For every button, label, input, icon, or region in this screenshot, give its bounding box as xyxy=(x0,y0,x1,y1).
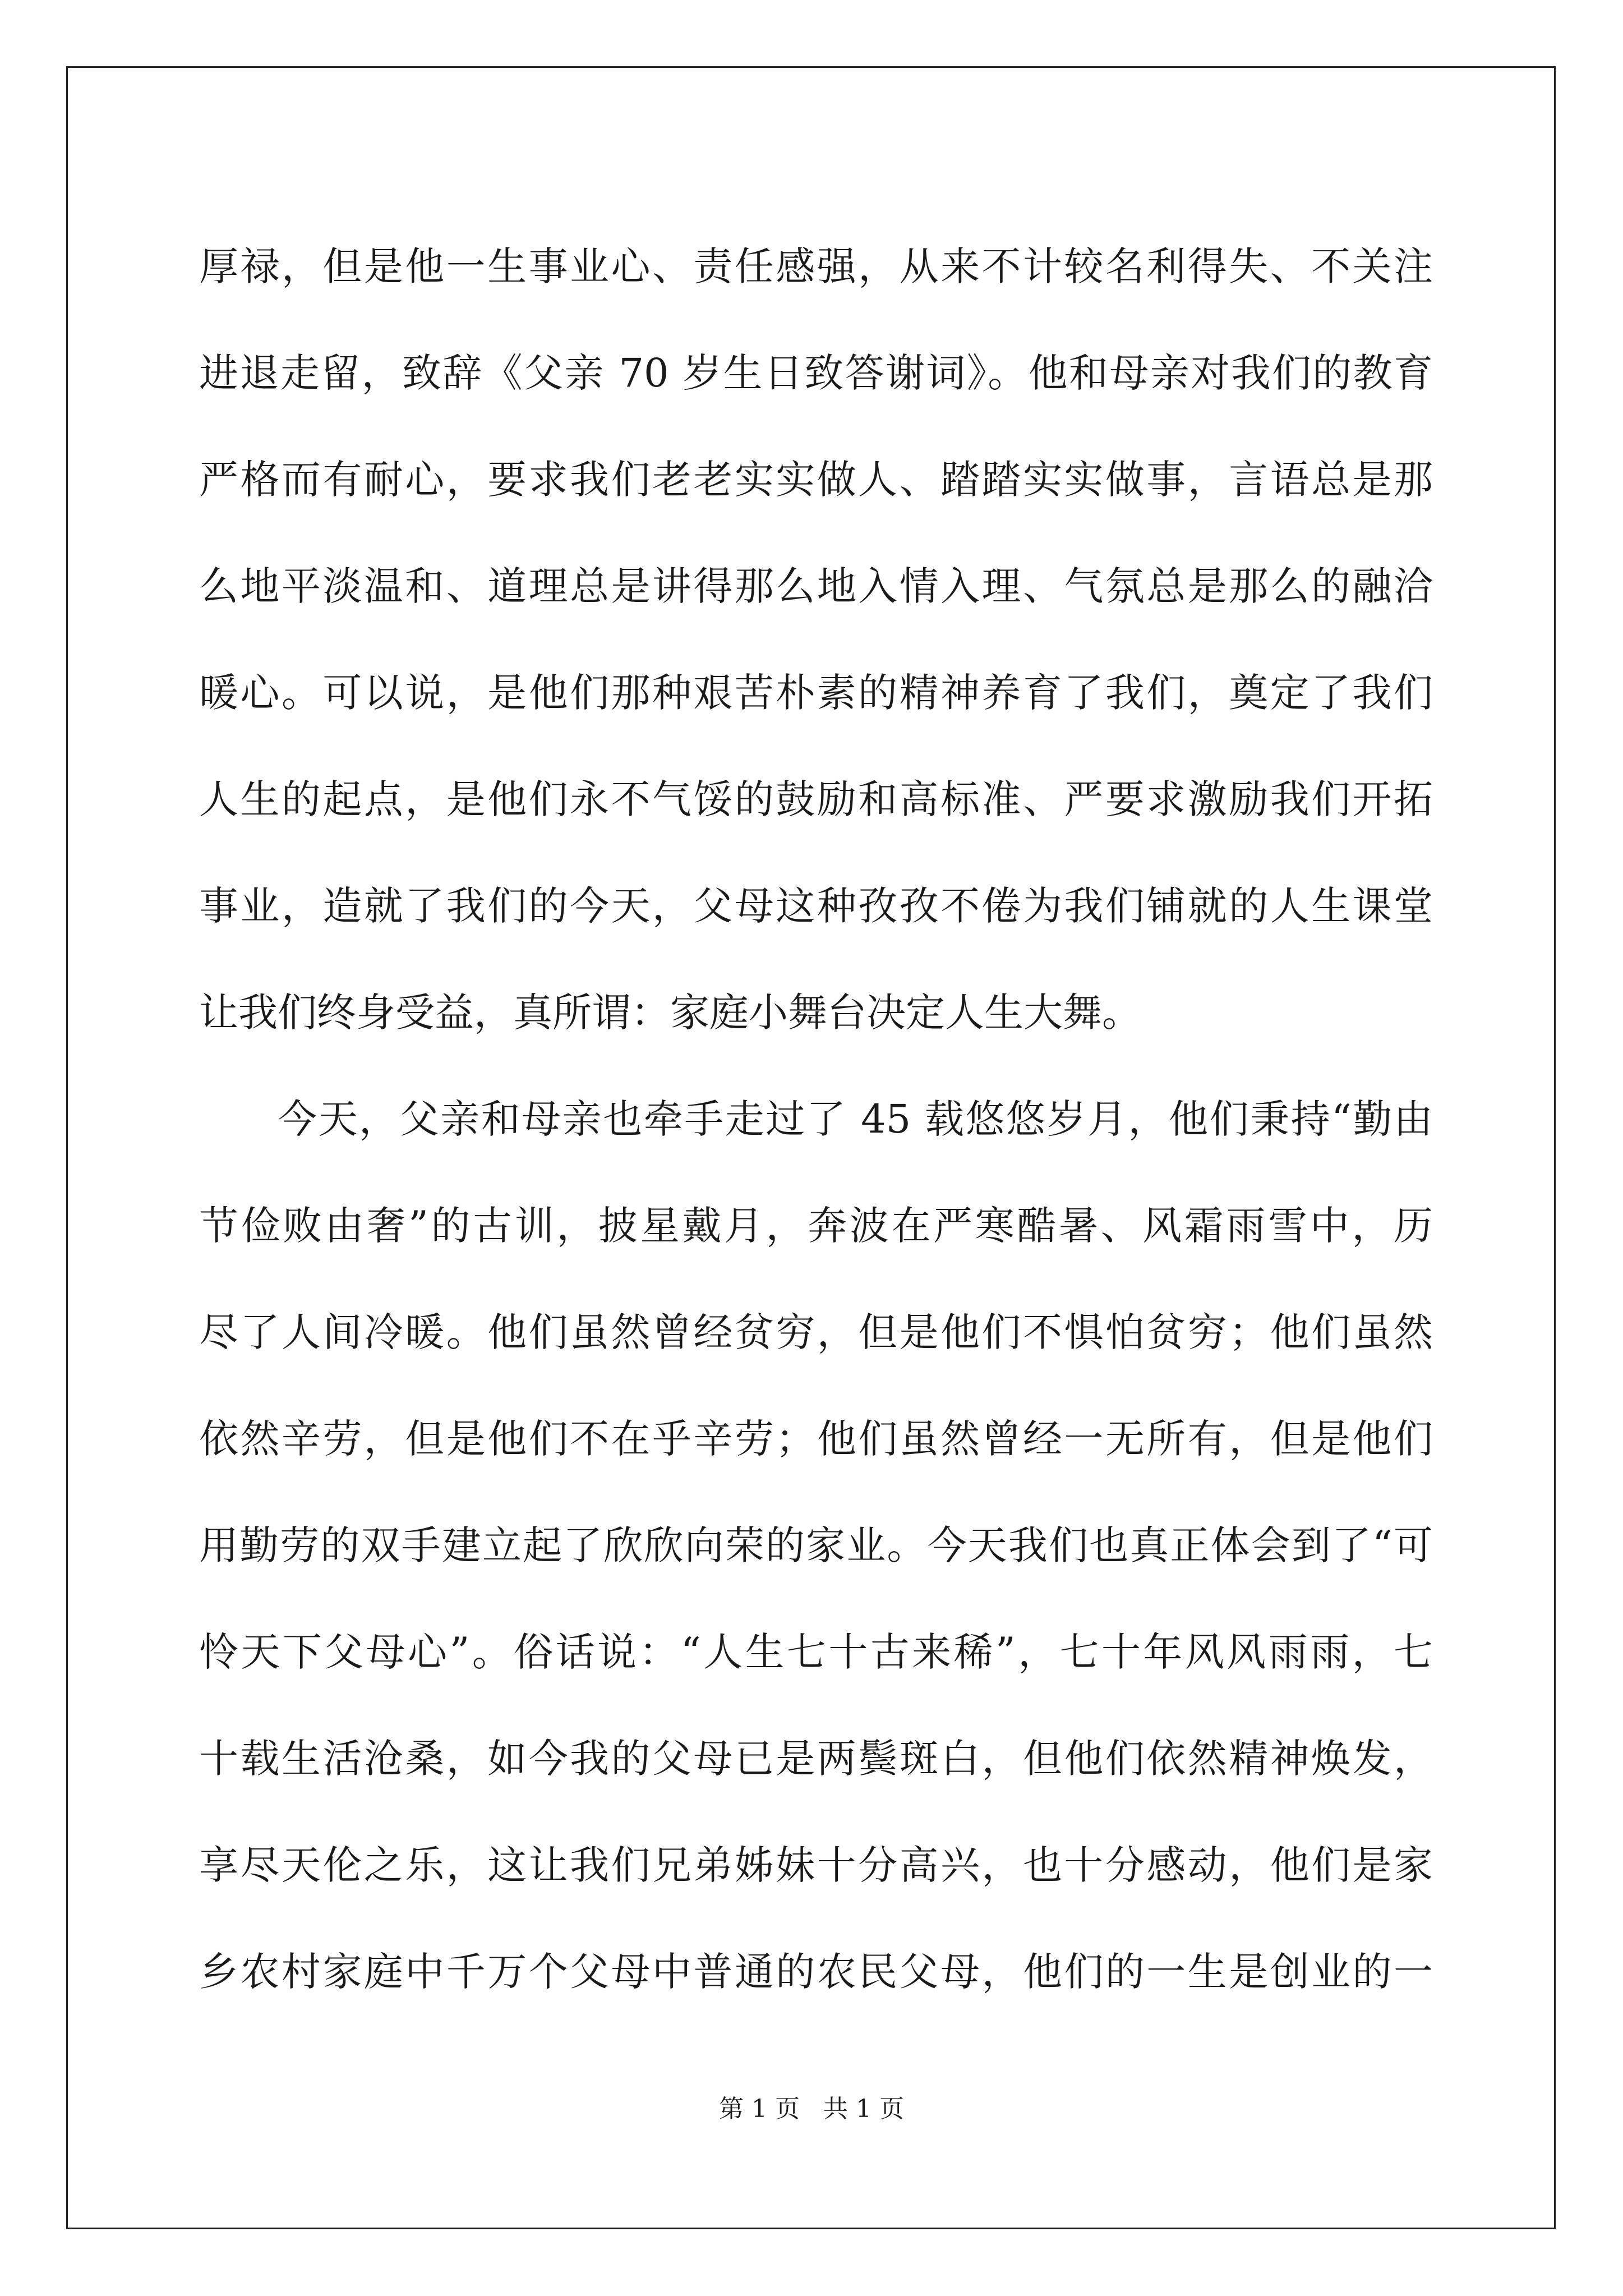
text-line: 今天，父亲和母亲也牵手走过了 45 载悠悠岁月，他们秉持“勤由 xyxy=(278,1096,1433,1142)
paragraph-1 xyxy=(199,213,1433,1066)
text-line: 依然辛劳，但是他们不在乎辛劳；他们虽然曾经一无所有，但是他们 xyxy=(199,1416,1433,1462)
text-line: 享尽天伦之乐，这让我们兄弟姊妹十分高兴，也十分感动，他们是家 xyxy=(199,1842,1433,1888)
text-line: 节俭败由奢”的古训，披星戴月，奔波在严寒酷暑、风霜雨雪中，历 xyxy=(199,1203,1433,1249)
page-number: 第 1 页 共 1 页 xyxy=(719,2095,904,2123)
text-line: 事业，造就了我们的今天，父母这种孜孜不倦为我们铺就的人生课堂 xyxy=(199,883,1433,929)
text-line: 十载生活沧桑，如今我的父母已是两鬓斑白，但他们依然精神焕发， xyxy=(199,1736,1433,1782)
text-line: 人生的起点，是他们永不气馁的鼓励和高标准、严要求激励我们开拓 xyxy=(199,776,1433,822)
text-line: 尽了人间冷暖。他们虽然曾经贫穷，但是他们不惧怕贫穷；他们虽然 xyxy=(199,1309,1433,1355)
text-line: 让我们终身受益，真所谓：家庭小舞台决定人生大舞。 xyxy=(199,990,1141,1036)
paragraph-2 xyxy=(199,1066,1433,2025)
text-line: 暖心。可以说，是他们那种艰苦朴素的精神养育了我们，奠定了我们 xyxy=(199,670,1433,716)
text-line: 严格而有耐心，要求我们老老实实做人、踏踏实实做事，言语总是那 xyxy=(199,457,1433,503)
text-line: 怜天下父母心”。俗话说：“人生七十古来稀”，七十年风风雨雨，七 xyxy=(199,1629,1433,1675)
text-line: 用勤劳的双手建立起了欣欣向荣的家业。今天我们也真正体会到了“可 xyxy=(199,1522,1433,1568)
text-line: 厚禄，但是他一生事业心、责任感强，从来不计较名利得失、不关注 xyxy=(199,243,1433,289)
document-body xyxy=(199,213,1433,2025)
text-line: 乡农村家庭中千万个父母中普通的农民父母，他们的一生是创业的一 xyxy=(199,1949,1433,1995)
text-line: 么地平淡温和、道理总是讲得那么地入情入理、气氛总是那么的融洽 xyxy=(199,563,1433,609)
text-line: 进退走留，致辞《父亲 70 岁生日致答谢词》。他和母亲对我们的教育 xyxy=(199,350,1433,396)
